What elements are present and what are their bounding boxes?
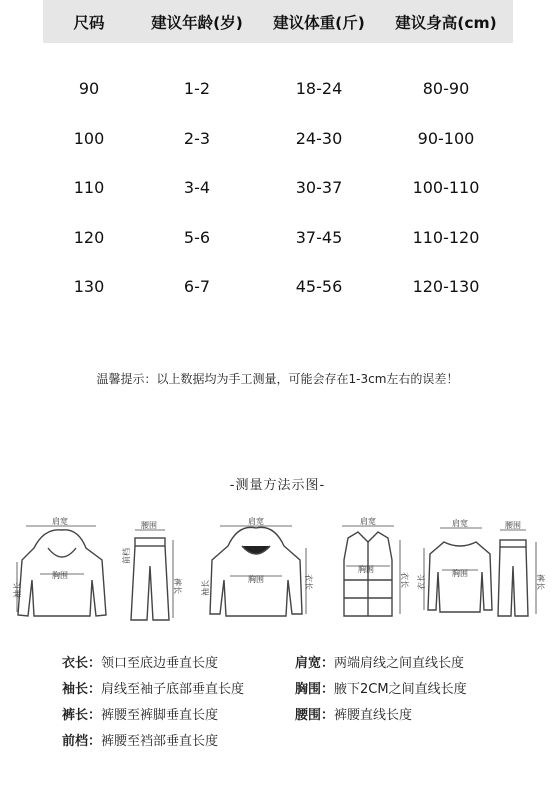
definition-item — [62, 704, 218, 723]
label-length: 衣长 — [304, 574, 313, 590]
header-age: 建议年龄(岁) — [151, 13, 243, 32]
definition-item — [62, 652, 218, 671]
header-size: 尺码 — [73, 13, 105, 32]
label-shoulder: 肩宽 — [248, 517, 264, 526]
label-front-rise: 前档 — [122, 548, 131, 564]
cell-weight: 18-24 — [295, 79, 343, 99]
definition-term: 前档： — [62, 734, 102, 749]
definition-desc: 裤腰直线长度 — [334, 708, 413, 723]
label-pants-length: 裤长 — [536, 574, 545, 590]
cell-height: 120-130 — [412, 277, 480, 297]
cell-size: 120 — [73, 227, 105, 247]
label-waist: 腰围 — [505, 521, 521, 530]
definition-item — [295, 652, 464, 671]
definition-item — [62, 678, 244, 697]
cell-weight: 37-45 — [295, 227, 343, 247]
definition-desc: 肩线至袖子底部垂直长度 — [101, 682, 245, 697]
definition-desc: 腋下2CM之间直线长度 — [334, 682, 467, 697]
label-pants-length: 裤长 — [173, 578, 182, 594]
measurement-note: 温馨提示：以上数据均为手工测量，可能会存在1-3cm左右的误差！ — [96, 372, 459, 386]
definition-desc: 裤腰至裤脚垂直长度 — [101, 708, 219, 723]
sweatshirt-figure — [417, 519, 496, 625]
label-sleeve: 袖长 — [13, 582, 22, 598]
definition-item — [62, 730, 218, 749]
hoodie-figure — [13, 517, 114, 625]
method-title: -测量方法示图- — [229, 478, 326, 493]
pants-figure — [494, 520, 544, 625]
definition-term: 腰围： — [295, 708, 335, 723]
definition-item — [295, 704, 412, 723]
cell-age: 2-3 — [183, 128, 211, 148]
label-chest: 胸围 — [358, 565, 374, 574]
cell-size: 110 — [73, 178, 105, 198]
pants-figure — [121, 520, 181, 625]
vest-figure — [324, 517, 414, 625]
cell-age: 5-6 — [183, 227, 211, 247]
label-length: 衣长 — [417, 574, 426, 590]
table-row — [43, 163, 513, 213]
header-weight: 建议体重(斤) — [273, 13, 365, 32]
table-row — [43, 262, 513, 312]
definition-term: 肩宽： — [295, 656, 335, 671]
label-shoulder: 肩宽 — [52, 517, 68, 526]
table-header — [43, 0, 513, 43]
size-table — [43, 0, 513, 297]
header-height: 建议身高(cm) — [395, 13, 497, 32]
label-shoulder: 肩宽 — [360, 517, 376, 526]
cell-height: 110-120 — [412, 227, 480, 247]
table-row — [43, 114, 513, 164]
cell-age: 6-7 — [183, 277, 211, 297]
definition-term: 胸围： — [295, 682, 335, 697]
cell-weight: 24-30 — [295, 128, 343, 148]
cell-size: 90 — [78, 79, 100, 99]
measurement-figures — [13, 517, 545, 625]
definition-desc: 两端肩线之间直线长度 — [334, 656, 465, 671]
definition-desc: 领口至底边垂直长度 — [101, 656, 219, 671]
label-shoulder: 肩宽 — [452, 519, 468, 528]
definition-desc: 裤腰至裆部垂直长度 — [101, 734, 219, 749]
cell-size: 130 — [73, 277, 105, 297]
hoodie-figure — [201, 517, 313, 625]
cell-height: 100-110 — [412, 178, 480, 198]
label-waist: 腰围 — [141, 521, 157, 530]
label-length: 衣长 — [400, 572, 409, 588]
cell-age: 1-2 — [183, 79, 211, 99]
definition-term: 衣长： — [62, 656, 102, 671]
table-row — [43, 64, 513, 114]
definition-item — [295, 678, 467, 697]
cell-height: 80-90 — [422, 79, 470, 99]
cell-height: 90-100 — [417, 128, 475, 148]
label-chest: 胸围 — [52, 571, 68, 580]
label-chest: 胸围 — [248, 575, 264, 584]
cell-age: 3-4 — [183, 178, 211, 198]
cell-weight: 30-37 — [295, 178, 343, 198]
cell-size: 100 — [73, 128, 105, 148]
definition-term: 袖长： — [62, 682, 102, 697]
cell-weight: 45-56 — [295, 277, 343, 297]
table-row — [43, 213, 513, 263]
label-sleeve: 袖长 — [201, 580, 210, 596]
definition-term: 裤长： — [62, 708, 102, 723]
label-chest: 胸围 — [452, 569, 468, 578]
